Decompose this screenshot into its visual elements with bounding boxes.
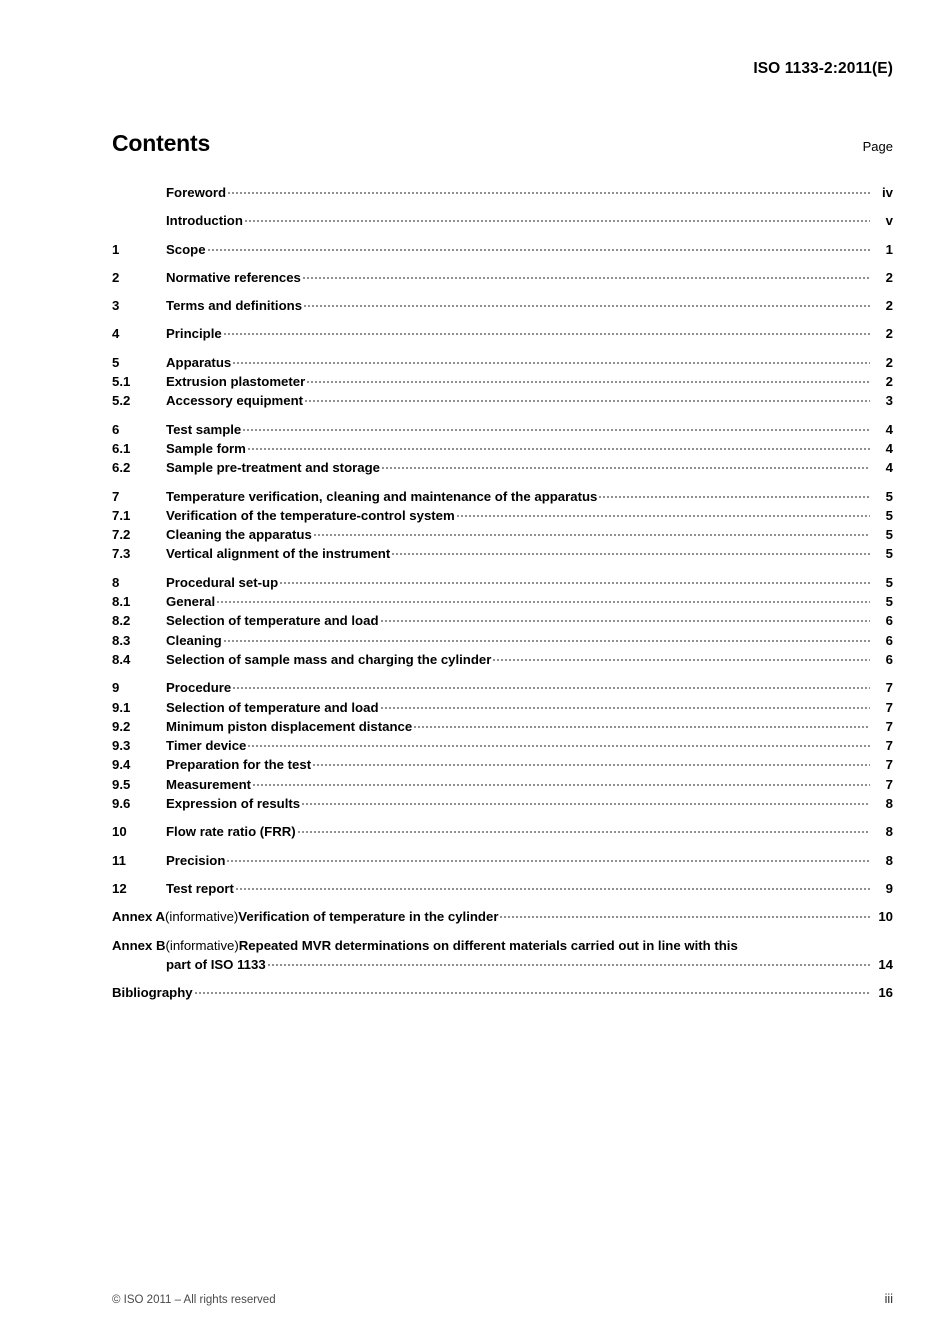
dot-leader <box>307 373 870 386</box>
toc-entry-number: 9 <box>112 680 120 696</box>
toc-entry-page-number: 4 <box>885 460 893 476</box>
dot-leader <box>253 776 870 789</box>
toc-entry-title: Precision <box>166 852 226 868</box>
spacer <box>738 936 893 955</box>
annex-qualifier: (informative) <box>165 937 239 953</box>
toc-entry-page-number: 9 <box>885 880 893 896</box>
contents-header-row <box>112 130 893 157</box>
toc-entry-title: Test sample <box>166 421 242 437</box>
toc-entry-page-number: 6 <box>885 613 893 629</box>
dot-leader <box>233 354 870 367</box>
toc-entry-page-number: 2 <box>885 298 893 314</box>
toc-entry-title: Procedural set-up <box>166 574 279 590</box>
dot-leader <box>599 488 870 501</box>
toc-entry-extrusion-plastometer[interactable] <box>112 372 893 391</box>
toc-entry-number: 9.6 <box>112 796 131 812</box>
dot-leader <box>313 756 870 769</box>
toc-entry-page-number: 5 <box>885 527 893 543</box>
toc-entry-page-number: 7 <box>885 776 893 792</box>
toc-entry-test-report[interactable] <box>112 879 893 898</box>
toc-entry-title: Preparation for the test <box>166 757 312 773</box>
toc-entry-annex-a[interactable] <box>112 907 893 926</box>
toc-entry-preparation-for-the-test[interactable] <box>112 755 893 774</box>
toc-entry-page-number: 3 <box>885 393 893 409</box>
toc-entry-page-number: 1 <box>885 241 893 257</box>
toc-entry-sample-pre-treatment-and-storage[interactable] <box>112 458 893 477</box>
toc-entry-page-number: 8 <box>885 796 893 812</box>
toc-entry-number: 8.4 <box>112 651 131 667</box>
toc-entry-title: Sample pre-treatment and storage <box>166 460 380 476</box>
toc-entry-title: Expression of results <box>166 796 301 812</box>
toc-entry-general[interactable] <box>112 592 893 611</box>
toc-entry-vertical-alignment-of-the-instrument[interactable] <box>112 544 893 563</box>
dot-leader <box>224 632 870 645</box>
toc-group <box>112 353 893 411</box>
toc-entry-procedure[interactable] <box>112 678 893 697</box>
toc-entry-number: 6.1 <box>112 440 131 456</box>
toc-entry-title: Timer device <box>166 738 247 754</box>
dot-leader <box>392 545 870 558</box>
page-title: Contents <box>112 130 211 156</box>
toc-entry-sample-form[interactable] <box>112 439 893 458</box>
toc-entry-title: Flow rate ratio (FRR) <box>166 824 296 840</box>
toc-entry-title: Sample form <box>166 440 246 456</box>
table-of-contents <box>112 183 893 1002</box>
toc-entry-scope[interactable] <box>112 240 893 259</box>
toc-entry-measurement[interactable] <box>112 775 893 794</box>
toc-entry-number: 1 <box>112 241 120 257</box>
toc-entry-test-sample[interactable] <box>112 420 893 439</box>
toc-entry-title: Selection of temperature and load <box>166 699 379 715</box>
annex-continuation-line <box>112 955 893 974</box>
toc-entry-number: 3 <box>112 298 120 314</box>
dot-leader <box>500 908 870 921</box>
copyright-notice: © ISO 2011 – All rights reserved <box>112 1294 276 1306</box>
toc-entry-selection-of-temperature-and-load[interactable] <box>112 698 893 717</box>
toc-entry-precision[interactable] <box>112 851 893 870</box>
toc-entry-cleaning[interactable] <box>112 631 893 650</box>
toc-entry-number: 7.2 <box>112 527 131 543</box>
dot-leader <box>233 679 870 692</box>
toc-entry-number: 4 <box>112 326 120 342</box>
toc-entry-page-number: 2 <box>885 354 893 370</box>
annex-title-line <box>112 907 893 926</box>
toc-entry-number: 5.1 <box>112 374 131 390</box>
toc-entry-apparatus[interactable] <box>112 353 893 372</box>
toc-entry-page-number: 6 <box>885 651 893 667</box>
toc-entry-page-number: 2 <box>885 269 893 285</box>
toc-group <box>112 678 893 813</box>
toc-group <box>112 211 893 230</box>
toc-entry-page-number: 7 <box>885 757 893 773</box>
toc-entry-page-number: 10 <box>878 909 893 925</box>
toc-entry-foreword[interactable] <box>112 183 893 202</box>
dot-leader <box>224 325 870 338</box>
toc-entry-annex-b[interactable] <box>112 936 893 975</box>
toc-entry-page-number: 8 <box>885 852 893 868</box>
toc-entry-title: Minimum piston displacement distance <box>166 718 413 734</box>
toc-entry-expression-of-results[interactable] <box>112 794 893 813</box>
annex-label: Annex A <box>112 909 166 925</box>
toc-entry-normative-references[interactable] <box>112 268 893 287</box>
toc-group <box>112 487 893 564</box>
toc-entry-page-number: 5 <box>885 507 893 523</box>
dot-leader <box>243 421 870 434</box>
toc-entry-title: Terms and definitions <box>166 298 303 314</box>
toc-entry-verification-of-the-temperature-control-[interactable] <box>112 506 893 525</box>
dot-leader <box>314 526 870 539</box>
toc-entry-title: Apparatus <box>166 354 232 370</box>
toc-entry-title: General <box>166 594 216 610</box>
toc-group-bibliography <box>112 983 893 1002</box>
toc-entry-number: 12 <box>112 880 127 896</box>
dot-leader <box>298 823 870 836</box>
toc-entry-page-number: 5 <box>885 574 893 590</box>
toc-entry-accessory-equipment[interactable] <box>112 391 893 410</box>
toc-entry-page-number: 2 <box>885 374 893 390</box>
footer-page-number: iii <box>884 1292 893 1306</box>
toc-group <box>112 240 893 259</box>
toc-entry-principle[interactable] <box>112 324 893 343</box>
dot-leader <box>208 241 870 254</box>
toc-entry-number: 7.1 <box>112 507 131 523</box>
toc-entry-title: Normative references <box>166 269 301 285</box>
dot-leader <box>381 612 870 625</box>
toc-entry-number: 6.2 <box>112 460 131 476</box>
toc-entry-page-number: 7 <box>885 680 893 696</box>
toc-entry-number: 2 <box>112 269 120 285</box>
toc-group <box>112 573 893 669</box>
annex-qualifier: (informative) <box>165 909 239 925</box>
dot-leader <box>217 593 870 606</box>
toc-group-annex <box>112 936 893 975</box>
toc-entry-minimum-piston-displacement-distance[interactable] <box>112 717 893 736</box>
toc-entry-bibliography[interactable] <box>112 983 893 1002</box>
toc-entry-number: 9.1 <box>112 699 131 715</box>
toc-entry-title: Principle <box>166 326 222 342</box>
toc-entry-number: 10 <box>112 824 127 840</box>
dot-leader <box>493 651 870 664</box>
document-header-standard-ref: ISO 1133-2:2011(E) <box>753 60 893 77</box>
toc-entry-page-number: 5 <box>885 488 893 504</box>
toc-entry-selection-of-temperature-and-load[interactable] <box>112 611 893 630</box>
toc-entry-number: 7.3 <box>112 546 131 562</box>
toc-entry-timer-device[interactable] <box>112 736 893 755</box>
toc-entry-number: 8 <box>112 574 120 590</box>
toc-entry-number: 5 <box>112 354 120 370</box>
toc-group <box>112 851 893 870</box>
toc-entry-terms-and-definitions[interactable] <box>112 296 893 315</box>
toc-entry-cleaning-the-apparatus[interactable] <box>112 525 893 544</box>
dot-leader <box>302 795 870 808</box>
toc-group <box>112 268 893 287</box>
toc-entry-flow-rate-ratio-frr[interactable] <box>112 822 893 841</box>
dot-leader <box>414 718 870 731</box>
toc-entry-title: Selection of temperature and load <box>166 613 379 629</box>
toc-group <box>112 324 893 343</box>
dot-leader <box>248 440 870 453</box>
dot-leader <box>381 699 870 712</box>
toc-entry-introduction[interactable] <box>112 211 893 230</box>
annex-label: Annex B <box>112 937 166 953</box>
toc-entry-number: 8.2 <box>112 613 131 629</box>
annex-title: Repeated MVR determinations on different materials carried out in line with this <box>238 937 738 953</box>
toc-entry-title: Cleaning the apparatus <box>166 527 312 543</box>
toc-group <box>112 822 893 841</box>
toc-group-annex <box>112 907 893 926</box>
toc-entry-title: Bibliography <box>112 985 193 1001</box>
toc-entry-page-number: iv <box>882 185 893 200</box>
toc-entry-number: 6 <box>112 421 120 437</box>
dot-leader <box>245 212 870 225</box>
toc-entry-procedural-set-up[interactable] <box>112 573 893 592</box>
toc-entry-number: 9.3 <box>112 738 131 754</box>
toc-entry-number: 11 <box>112 852 126 868</box>
toc-entry-page-number: 7 <box>885 718 893 734</box>
toc-entry-page-number: 5 <box>885 594 893 610</box>
toc-group <box>112 420 893 478</box>
toc-entry-page-number: 14 <box>878 956 893 972</box>
toc-entry-temperature-verification-cleaning-and-ma[interactable] <box>112 487 893 506</box>
toc-entry-title: Selection of sample mass and charging the cylinder <box>166 651 492 667</box>
dot-leader <box>303 269 870 282</box>
annex-continuation-text: part of ISO 1133 <box>166 956 266 972</box>
toc-entry-title: Procedure <box>166 680 232 696</box>
toc-entry-title: Vertical alignment of the instrument <box>166 546 391 562</box>
toc-entry-page-number: 6 <box>885 632 893 648</box>
toc-entry-number: 7 <box>112 488 120 504</box>
toc-entry-page-number: 8 <box>885 824 893 840</box>
dot-leader <box>304 297 870 310</box>
toc-entry-page-number: v <box>885 213 893 229</box>
dot-leader <box>457 507 870 520</box>
toc-entry-page-number: 4 <box>885 440 893 456</box>
dot-leader <box>227 852 870 865</box>
toc-entry-title: Verification of the temperature-control system <box>166 507 455 523</box>
document-footer <box>112 1292 893 1306</box>
toc-entry-page-number: 7 <box>885 699 893 715</box>
toc-entry-selection-of-sample-mass-and-charging-th[interactable] <box>112 650 893 669</box>
toc-entry-title: Accessory equipment <box>166 393 304 409</box>
toc-group <box>112 879 893 898</box>
dot-leader <box>248 737 870 750</box>
toc-entry-title: Foreword <box>166 185 227 200</box>
toc-entry-number: 9.2 <box>112 718 131 734</box>
toc-entry-title: Measurement <box>166 776 252 792</box>
dot-leader <box>305 392 870 405</box>
toc-group <box>112 183 893 202</box>
dot-leader <box>228 184 870 197</box>
toc-entry-number: 9.4 <box>112 757 131 773</box>
toc-entry-number: 5.2 <box>112 393 131 409</box>
dot-leader <box>268 956 870 969</box>
toc-entry-page-number: 4 <box>885 421 893 437</box>
toc-entry-number: 8.1 <box>112 594 131 610</box>
toc-entry-page-number: 5 <box>885 546 893 562</box>
toc-entry-title: Test report <box>166 880 234 896</box>
annex-title: Verification of temperature in the cylinder <box>238 909 499 925</box>
dot-leader <box>195 984 870 997</box>
toc-entry-title: Introduction <box>166 213 243 229</box>
toc-entry-number: 9.5 <box>112 776 131 792</box>
dot-leader <box>280 574 870 587</box>
toc-entry-page-number: 16 <box>878 985 893 1001</box>
toc-entry-title: Cleaning <box>166 632 222 648</box>
toc-entry-title: Extrusion plastometer <box>166 374 306 390</box>
toc-group <box>112 296 893 315</box>
toc-entry-page-number: 2 <box>885 326 893 342</box>
annex-title-line <box>112 936 893 955</box>
toc-entry-number: 8.3 <box>112 632 131 648</box>
toc-entry-title: Scope <box>166 241 206 257</box>
dot-leader <box>236 880 870 893</box>
toc-entry-title: Temperature verification, cleaning and maintenance of the apparatus <box>166 488 598 504</box>
page-column-label: Page <box>862 139 893 154</box>
dot-leader <box>382 459 870 472</box>
toc-entry-page-number: 7 <box>885 738 893 754</box>
